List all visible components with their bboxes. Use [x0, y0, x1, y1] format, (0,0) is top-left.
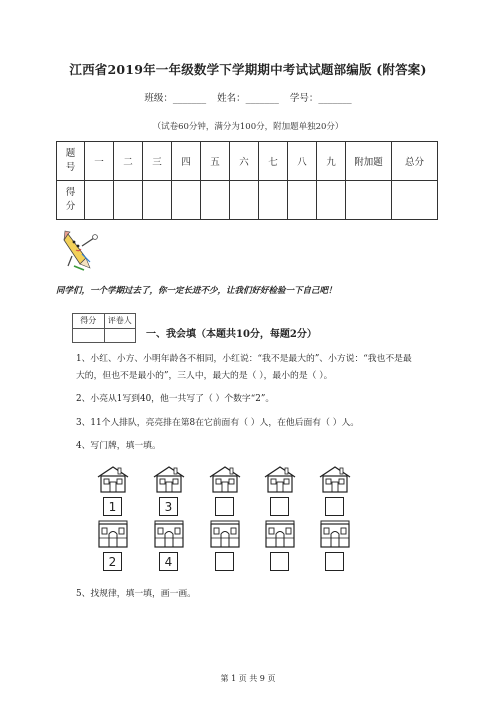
defen-label: 得分: [73, 314, 105, 328]
score-table: [56, 141, 438, 220]
row-header-defen: 得 分: [57, 181, 85, 220]
section-heading: 一、我会填（本题共10分，每题2分）: [146, 329, 317, 340]
house-icon: [152, 465, 186, 493]
class-field[interactable]: 班级：_______: [144, 93, 207, 104]
score-cell[interactable]: [230, 181, 259, 220]
house-number-box: 3: [159, 497, 178, 516]
col-header: 二: [114, 142, 143, 181]
pingjuanren-label: 评卷人: [107, 316, 132, 326]
house-number-box: 4: [159, 552, 178, 571]
score-cell[interactable]: [85, 181, 114, 220]
grader-name-cell[interactable]: [105, 329, 136, 343]
score-cell[interactable]: [172, 181, 201, 220]
score-cell[interactable]: [346, 181, 392, 220]
house-number-box[interactable]: [325, 552, 344, 571]
col-header: 附加题: [346, 142, 392, 181]
score-cell[interactable]: [201, 181, 230, 220]
score-cell[interactable]: [317, 181, 346, 220]
grader-box: [72, 313, 136, 343]
col-header: 七: [259, 142, 288, 181]
exam-note: （试卷60分钟，满分为100分，附加题单独20分）: [152, 122, 344, 132]
house-number-box: 2: [103, 552, 122, 571]
house-number-box[interactable]: [215, 497, 234, 516]
page-footer: 第 1 页 共 9 页: [220, 674, 276, 683]
building-icon: [152, 520, 186, 548]
col-header: 六: [230, 142, 259, 181]
house-icon: [263, 465, 297, 493]
score-cell[interactable]: [143, 181, 172, 220]
question-4: 4、写门牌，填一填。: [76, 441, 161, 451]
id-field[interactable]: 学号：_______: [289, 93, 352, 104]
col-header: 八: [288, 142, 317, 181]
building-icon: [318, 520, 352, 548]
score-cell[interactable]: [392, 181, 438, 220]
house-icon: [96, 465, 130, 493]
house-icon: [208, 465, 242, 493]
col-header: 三: [143, 142, 172, 181]
score-cell[interactable]: [114, 181, 143, 220]
house-number-box[interactable]: [270, 497, 289, 516]
col-header: 五: [201, 142, 230, 181]
col-header: 一: [85, 142, 114, 181]
question-2: 2、小亮从1写到40，他一共写了（ ）个数字“2”。: [76, 394, 275, 404]
row-header-tihao: 题 号: [57, 142, 85, 181]
building-icon: [208, 520, 242, 548]
house-icon: [318, 465, 352, 493]
house-number-box[interactable]: [270, 552, 289, 571]
score-cell[interactable]: [259, 181, 288, 220]
page-title: 江西省2019年一年级数学下学期期中考试试题部编版 (附答案): [69, 62, 427, 77]
house-number-box[interactable]: [325, 497, 344, 516]
col-header: 总分: [392, 142, 438, 181]
col-header: 九: [317, 142, 346, 181]
pencil-mascot-icon: [60, 228, 100, 274]
name-field[interactable]: 姓名：_______: [217, 93, 279, 104]
score-cell[interactable]: [288, 181, 317, 220]
building-icon: [96, 520, 130, 548]
question-5: 5、找规律，填一填，画一画。: [76, 589, 196, 599]
building-icon: [263, 520, 297, 548]
encourage-text: 同学们，一个学期过去了，你一定长进不少，让我们好好检验一下自己吧！: [56, 286, 337, 296]
col-header: 四: [172, 142, 201, 181]
student-info-line: [0, 90, 496, 104]
question-1: 1、小红、小方、小明年龄各不相同，小红说：“我不是最大的”、小方说：“我也不是最 大的，但也不是最小的”，三人中，最大的是（ ），最小的是（ ）。: [76, 354, 412, 381]
house-number-box[interactable]: [215, 552, 234, 571]
house-number-box: 1: [103, 497, 122, 516]
grader-score-cell[interactable]: [73, 329, 105, 343]
question-3: 3、11个人排队，亮亮排在第8在它前面有（ ）人，在他后面有（ ）人。: [76, 418, 360, 428]
